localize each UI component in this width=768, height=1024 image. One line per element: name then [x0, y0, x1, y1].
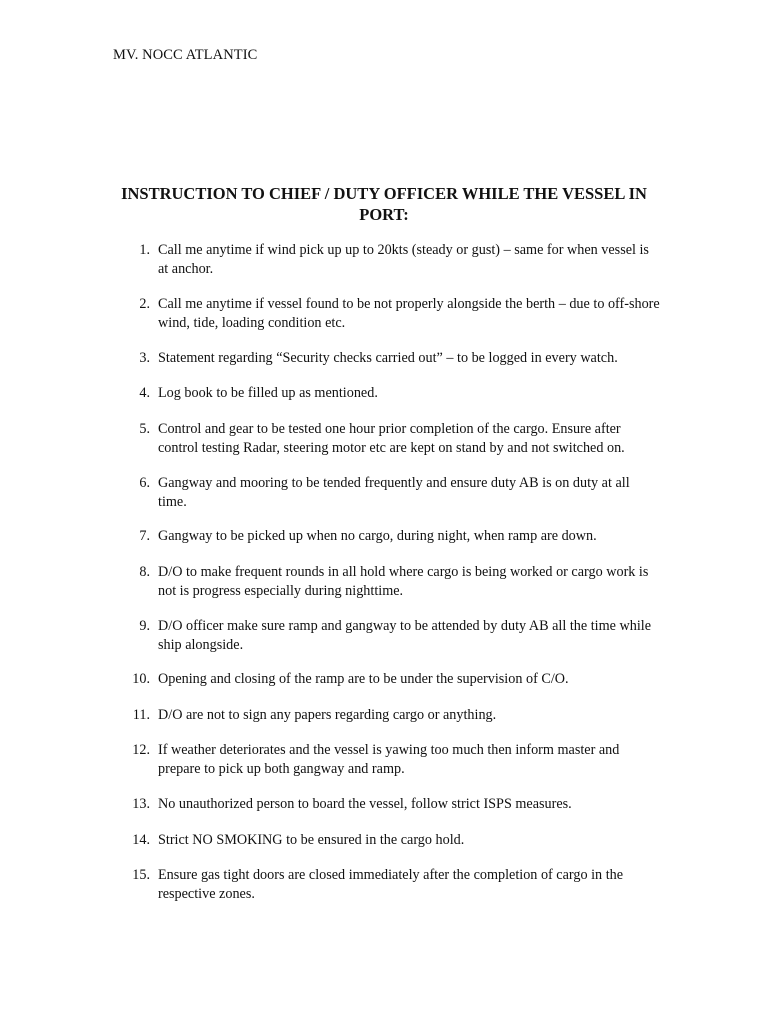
item-text: If weather deteriorates and the vessel is yawing too much then inform master and prepare to pick up both gangway and ramp. — [158, 742, 620, 777]
item-number: 3. — [139, 350, 150, 366]
item-text: Gangway and mooring to be tended frequently and ensure duty AB is on duty at all time. — [158, 475, 630, 510]
item-text: Call me anytime if vessel found to be not properly alongside the berth – due to off-shore wind, tide, loading condition etc. — [158, 296, 660, 331]
item-text: D/O to make frequent rounds in all hold where cargo is being worked or cargo work is not is progress especially during nighttime. — [158, 564, 649, 599]
item-text: D/O are not to sign any papers regarding cargo or anything. — [158, 707, 497, 723]
item-number: 2. — [139, 296, 150, 312]
item-number: 14. — [132, 832, 150, 848]
item-text: Call me anytime if wind pick up up to 20kts (steady or gust) – same for when vessel is at anchor. — [158, 242, 649, 277]
item-text: Statement regarding “Security checks carried out” – to be logged in every watch. — [158, 350, 618, 366]
item-number: 13. — [132, 796, 150, 812]
item-number: 7. — [139, 528, 150, 544]
item-number: 12. — [132, 742, 150, 758]
item-number: 1. — [139, 242, 150, 258]
item-text: Control and gear to be tested one hour prior completion of the cargo. Ensure after control testing Radar, steering motor etc are kept on stand by and not switched on. — [158, 421, 625, 456]
item-number: 15. — [132, 867, 150, 883]
item-text: Ensure gas tight doors are closed immediately after the completion of cargo in the respective zones. — [158, 867, 624, 902]
item-text: D/O officer make sure ramp and gangway to be attended by duty AB all the time while ship alongside. — [158, 618, 652, 653]
item-text: Gangway to be picked up when no cargo, during night, when ramp are down. — [158, 528, 597, 544]
item-number: 10. — [132, 671, 150, 687]
item-number: 11. — [132, 707, 150, 723]
item-number: 8. — [139, 564, 150, 580]
page-title: INSTRUCTION TO CHIEF / DUTY OFFICER WHILE THE VESSEL IN PORT: — [121, 184, 647, 224]
item-text: Log book to be filled up as mentioned. — [158, 385, 378, 401]
item-number: 9. — [139, 618, 150, 634]
item-number: 4. — [139, 385, 150, 401]
item-text: Strict NO SMOKING to be ensured in the cargo hold. — [158, 832, 465, 848]
item-number: 5. — [139, 421, 150, 437]
item-number: 6. — [139, 475, 150, 491]
vessel-name: MV. NOCC ATLANTIC — [113, 47, 258, 63]
item-text: No unauthorized person to board the vessel, follow strict ISPS measures. — [158, 796, 572, 812]
item-text: Opening and closing of the ramp are to be under the supervision of C/O. — [158, 671, 569, 687]
